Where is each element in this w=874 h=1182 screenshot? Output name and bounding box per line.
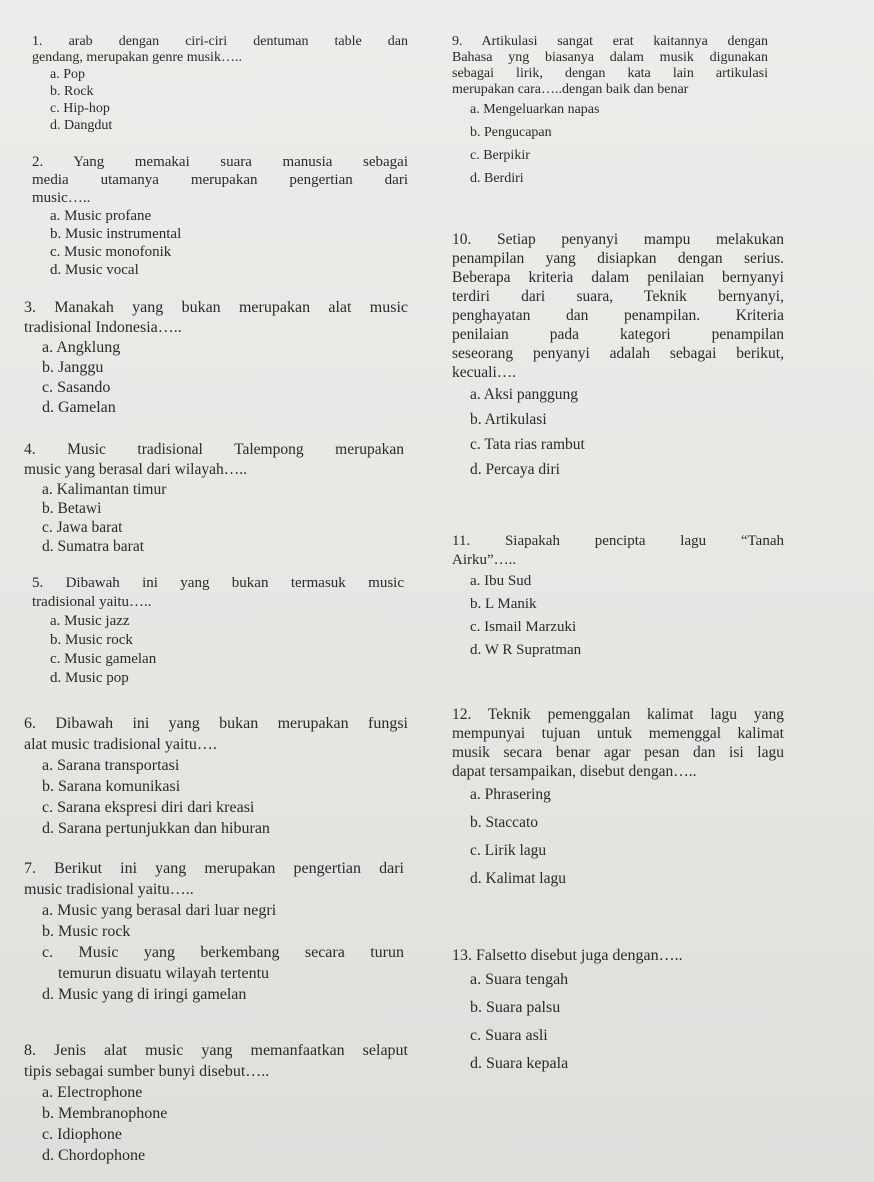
question-stem <box>24 298 408 338</box>
answer-option: c. Suara asli <box>470 1027 548 1044</box>
answer-option: c. Berpikir <box>470 148 530 163</box>
answer-option: c. Hip-hop <box>50 101 110 116</box>
answer-option: temurun disuatu wilayah tertentu <box>58 965 270 982</box>
question-6 <box>24 713 408 839</box>
answer-option: c. Idiophone <box>42 1126 122 1143</box>
answer-option: b. Sarana komunikasi <box>42 778 181 795</box>
question-stem-line: merupakan cara…..dengan baik dan benar <box>452 82 689 97</box>
question-9 <box>452 34 768 190</box>
answer-option: c. Sarana ekspresi diri dari kreasi <box>42 799 255 816</box>
answer-option: b. Staccato <box>470 814 539 831</box>
answer-option: b. Membranophone <box>42 1105 168 1122</box>
question-stem-line: media utamanya merupakan pengertian dari <box>32 172 408 188</box>
question-stem-line: 13. Falsetto disebut juga dengan….. <box>452 947 683 964</box>
answer-option: d. Music pop <box>50 670 129 686</box>
answer-option: d. Music yang di iringi gamelan <box>42 986 247 1003</box>
question-stem-line: music….. <box>32 190 91 206</box>
answer-option: a. Music profane <box>50 208 152 224</box>
answer-option: a. Phrasering <box>470 786 551 803</box>
question-1 <box>32 34 408 134</box>
answer-option: d. Sarana pertunjukkan dan hiburan <box>42 820 270 837</box>
question-stem-line: 5. Dibawah ini yang bukan termasuk music <box>32 575 404 591</box>
answer-option: d. Kalimat lagu <box>470 870 566 887</box>
answer-option: b. L Manik <box>470 596 537 612</box>
question-stem-line: 6. Dibawah ini yang bukan merupakan fungsi <box>24 715 408 732</box>
answer-option: a. Kalimantan timur <box>42 481 167 498</box>
answer-option: c. Music yang berkembang secara turun <box>42 944 404 961</box>
answer-option: b. Pengucapan <box>470 125 552 140</box>
question-stem <box>24 1040 408 1082</box>
question-stem-line: terdiri dari suara, Teknik bernyanyi, <box>452 288 784 305</box>
question-13 <box>452 945 784 1078</box>
question-12 <box>452 705 784 893</box>
answer-option: a. Angklung <box>42 339 121 356</box>
answer-option: c. Jawa barat <box>42 519 123 536</box>
question-stem-line: sebagai lirik, dengan kata lain artikulasi <box>452 66 768 81</box>
question-stem-line: 8. Jenis alat music yang memanfaatkan selaput <box>24 1042 408 1059</box>
answer-option: b. Suara palsu <box>470 999 561 1016</box>
answer-option: b. Artikulasi <box>470 411 547 428</box>
question-stem <box>452 532 784 570</box>
answer-option: d. Percaya diri <box>470 461 560 478</box>
answer-option: d. Suara kepala <box>470 1055 569 1072</box>
answer-option: c. Lirik lagu <box>470 842 547 859</box>
question-stem-line: music tradisional yaitu….. <box>24 881 194 898</box>
answer-option: a. Sarana transportasi <box>42 757 180 774</box>
question-stem-line: 2. Yang memakai suara manusia sebagai <box>32 154 408 170</box>
answer-option: d. Berdiri <box>470 171 524 186</box>
answer-option: a. Electrophone <box>42 1084 143 1101</box>
question-stem-line: 3. Manakah yang bukan merupakan alat music <box>24 299 408 316</box>
answer-option: c. Ismail Marzuki <box>470 619 577 635</box>
question-stem-line: penampilan yang disiapkan dengan serius. <box>452 250 784 267</box>
answer-option: b. Music rock <box>50 632 133 648</box>
question-stem <box>24 440 404 480</box>
question-stem <box>452 945 784 966</box>
question-stem-line: tradisional Indonesia….. <box>24 319 182 336</box>
answer-option: c. Tata rias rambut <box>470 436 585 453</box>
answer-option: a. Pop <box>50 67 85 82</box>
answer-option: a. Music yang berasal dari luar negri <box>42 902 277 919</box>
question-stem <box>452 705 784 781</box>
answer-option: a. Music jazz <box>50 613 130 629</box>
question-stem-line: alat music tradisional yaitu…. <box>24 736 217 753</box>
answer-option: d. Dangdut <box>50 118 113 133</box>
answer-option: b. Rock <box>50 84 94 99</box>
answer-option: b. Janggu <box>42 359 104 376</box>
question-3 <box>24 298 408 418</box>
question-stem-line: Bahasa yng biasanya dalam musik digunakan <box>452 50 768 65</box>
question-stem-line: tipis sebagai sumber bunyi disebut….. <box>24 1063 270 1080</box>
answer-option: b. Music instrumental <box>50 226 182 242</box>
question-stem-line: 12. Teknik pemenggalan kalimat lagu yang <box>452 706 784 723</box>
answer-option: c. Music monofonik <box>50 244 172 260</box>
question-stem <box>24 713 408 755</box>
question-stem <box>24 858 404 900</box>
answer-option: d. W R Supratman <box>470 642 582 658</box>
question-stem-line: Beberapa kriteria dalam penilaian bernyanyi <box>452 269 784 286</box>
question-stem-line: Airku”….. <box>452 552 517 568</box>
question-stem-line: music yang berasal dari wilayah….. <box>24 461 247 478</box>
question-stem-line: 4. Music tradisional Talempong merupakan <box>24 441 404 458</box>
question-stem-line: tradisional yaitu….. <box>32 594 152 610</box>
question-stem-line: 9. Artikulasi sangat erat kaitannya dengan <box>452 34 768 49</box>
question-stem <box>32 574 404 612</box>
question-stem-line: kecuali…. <box>452 364 517 381</box>
question-stem-line: mempunyai tujuan untuk memenggal kalimat <box>452 725 784 742</box>
question-10 <box>452 230 784 482</box>
question-stem-line: 7. Berikut ini yang merupakan pengertian dari <box>24 860 404 877</box>
answer-option: c. Music gamelan <box>50 651 157 667</box>
question-5 <box>32 574 404 688</box>
answer-option: a. Suara tengah <box>470 971 569 988</box>
question-stem-line: gendang, merupakan genre musik….. <box>32 50 242 65</box>
question-4 <box>24 440 404 556</box>
answer-option: d. Gamelan <box>42 399 116 416</box>
answer-option: b. Betawi <box>42 500 102 517</box>
answer-option: a. Aksi panggung <box>470 386 579 403</box>
question-11 <box>452 532 784 662</box>
question-stem-line: 10. Setiap penyanyi mampu melakukan <box>452 231 784 248</box>
question-7 <box>24 858 404 1005</box>
question-stem-line: 1. arab dengan ciri-ciri dentuman table dan <box>32 34 408 49</box>
answer-option: a. Ibu Sud <box>470 573 532 589</box>
answer-option: d. Chordophone <box>42 1147 146 1164</box>
answer-option: d. Music vocal <box>50 262 139 278</box>
question-stem-line: dapat tersampaikan, disebut dengan….. <box>452 763 697 780</box>
answer-option: b. Music rock <box>42 923 131 940</box>
question-stem <box>32 153 408 207</box>
question-stem <box>452 230 784 382</box>
question-8 <box>24 1040 408 1166</box>
answer-option: c. Sasando <box>42 379 111 396</box>
question-stem-line: penilaian pada kategori penampilan <box>452 326 784 343</box>
question-stem-line: musik secara benar agar pesan dan isi lagu <box>452 744 784 761</box>
answer-option: a. Mengeluarkan napas <box>470 102 600 117</box>
question-stem <box>452 34 768 98</box>
question-2 <box>32 153 408 279</box>
question-stem-line: penghayatan dan penampilan. Kriteria <box>452 307 784 324</box>
question-stem-line: 11. Siapakah pencipta lagu “Tanah <box>452 533 784 549</box>
answer-option: d. Sumatra barat <box>42 538 145 555</box>
question-stem <box>32 34 408 66</box>
question-stem-line: seseorang penyanyi adalah sebagai berikut, <box>452 345 784 362</box>
